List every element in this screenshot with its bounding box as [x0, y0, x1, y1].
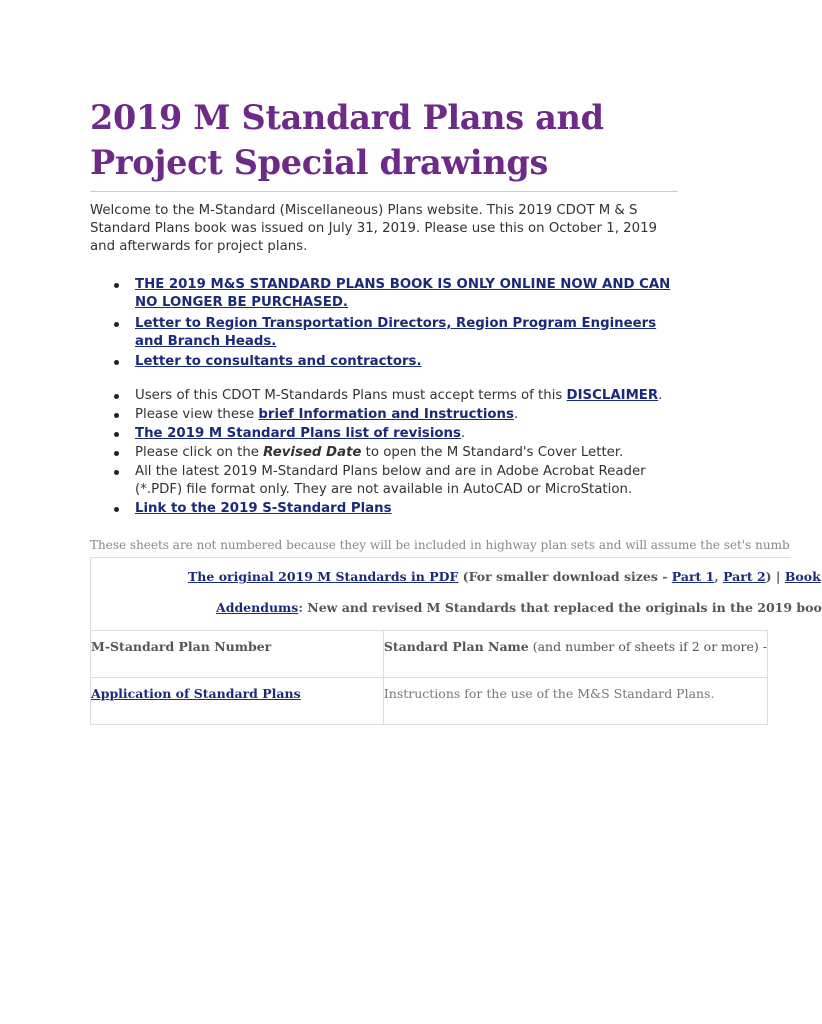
plan-number-cell — [91, 678, 384, 725]
info-list — [90, 387, 680, 519]
part2-link[interactable]: Part 2 — [723, 569, 766, 584]
revisions-link[interactable]: The 2019 M Standard Plans list of revisions — [135, 426, 461, 441]
plan-name-header: Standard Plan Name (and number of sheets if 2 or more) - — [383, 631, 767, 678]
page-title: 2019 M Standard Plans and Project Special drawings — [90, 98, 604, 182]
list-item: Users of this CDOT M-Standards Plans must accept terms of this DISCLAIMER. — [90, 387, 680, 405]
intro-paragraph: Welcome to the M-Standard (Miscellaneous) Plans website. This 2019 CDOT M & S Standard Plans book was issued on July 31, 2019. Please use this on October 1, 2019 and afterwards for project plans. — [90, 203, 658, 254]
table-header-row — [91, 631, 768, 678]
application-link[interactable]: Application of Standard Plans — [91, 686, 301, 701]
plan-description-cell: Instructions for the use of the M&S Standard Plans. — [383, 678, 767, 725]
part1-link[interactable]: Part 1 — [671, 569, 715, 584]
plans-table — [90, 630, 768, 725]
region-letter-link[interactable]: Letter to Region Transportation Directors, Region Program Engineers and Branch Heads. — [135, 315, 657, 349]
s-standard-link[interactable]: Link to the 2019 S-Standard Plans — [135, 501, 392, 516]
plan-number-header: M-Standard Plan Number — [91, 631, 384, 678]
list-item: All the latest 2019 M-Standard Plans below and are in Adobe Acrobat Reader (*.PDF) file format only. They are not available in AutoCAD or MicroStation. — [90, 463, 680, 499]
list-item — [90, 276, 680, 312]
original-downloads-row: The original 2019 M Standards in PDF (For smaller download sizes - Part 1, Part 2) | Book — [188, 569, 821, 584]
list-item: Please click on the Revised Date to open the M Standard's Cover Letter. — [90, 444, 680, 462]
list-item — [90, 353, 680, 371]
announcement-list — [90, 276, 680, 374]
list-item: Please view these brief Information and Instructions. — [90, 406, 680, 424]
addendums-row: Addendums: New and revised M Standards that replaced the originals in the 2019 boo — [216, 600, 822, 615]
revised-date-emphasis: Revised Date — [263, 445, 362, 460]
title-divider — [90, 191, 678, 192]
table-row — [91, 678, 768, 725]
book-link[interactable]: Book — [784, 569, 821, 584]
instructions-link[interactable]: brief Information and Instructions — [258, 407, 514, 422]
original-pdf-link[interactable]: The original 2019 M Standards in PDF — [188, 569, 459, 584]
disclaimer-link[interactable]: DISCLAIMER — [566, 388, 659, 403]
addendums-link[interactable]: Addendums — [216, 600, 299, 615]
online-only-link[interactable]: THE 2019 M&S STANDARD PLANS BOOK IS ONLY ONLINE NOW AND CAN NO LONGER BE PURCHASED. — [135, 277, 671, 310]
list-item — [90, 315, 680, 351]
downloads-box — [90, 557, 791, 630]
list-item — [90, 500, 680, 518]
list-item: The 2019 M Standard Plans list of revisions. — [90, 425, 680, 443]
consultants-letter-link[interactable]: Letter to consultants and contractors. — [135, 354, 422, 369]
sheets-note: These sheets are not numbered because they will be included in highway plan sets and will assume the set's numb — [90, 538, 790, 552]
